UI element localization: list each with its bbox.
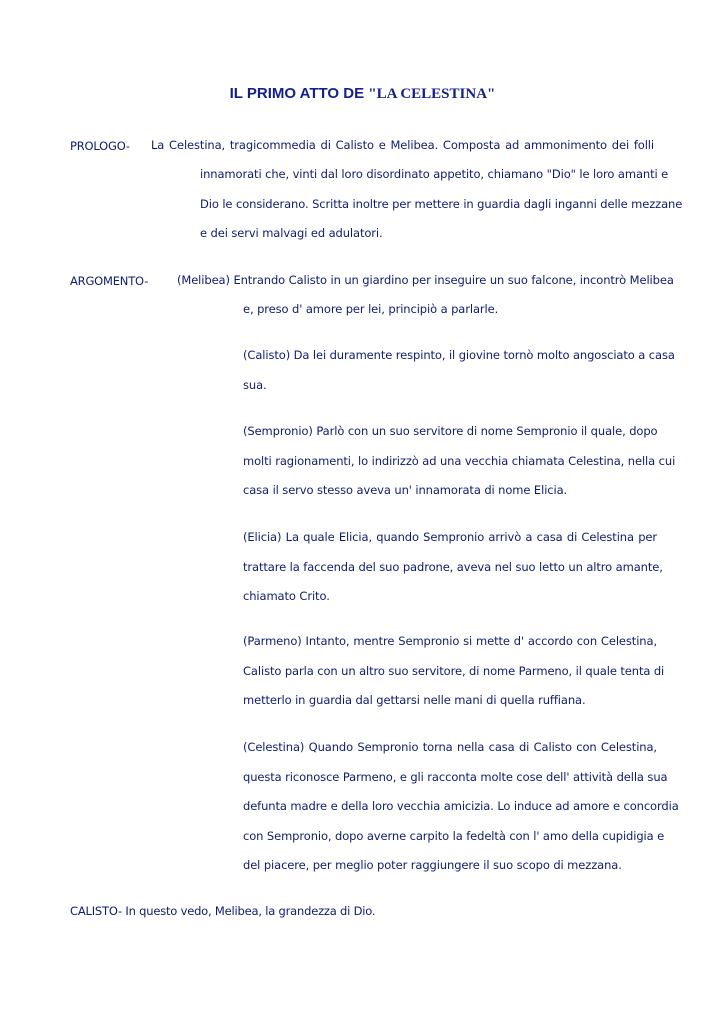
calisto-speech: [70, 904, 375, 918]
title-play-name: "LA CELESTINA": [368, 86, 496, 102]
argomento-line: defunta madre e della loro vecchia amicizia. Lo induce ad amore e concordia: [243, 799, 679, 813]
argomento-line: (Celestina) Quando Sempronio torna nella casa di Calisto con Celestina,: [243, 740, 657, 754]
title-prefix: IL PRIMO ATTO DE: [229, 85, 369, 102]
argomento-line: (Calisto) Da lei duramente respinto, il giovine tornò molto angosciato a casa: [243, 348, 675, 362]
argomento-line: (Parmeno) Intanto, mentre Sempronio si mette d' accordo con Celestina,: [243, 634, 657, 648]
argomento-first-cont: [243, 295, 657, 325]
calisto-line: In questo vedo, Melibea, la grandezza di Dio.: [121, 904, 376, 918]
argomento-line: sua.: [243, 377, 267, 392]
argomento-first-line: [177, 266, 674, 296]
prologo-line: Dio le considerano. Scritta inoltre per mettere in guardia dagli inganni delle mezzane: [200, 196, 683, 211]
argomento-line: trattare la faccenda del suo padrone, aveva nel suo letto un altro amante,: [243, 559, 663, 574]
argomento-paragraph-parmeno: [243, 627, 665, 716]
calisto-label: CALISTO-: [70, 904, 122, 918]
argomento-line: molti ragionamenti, lo indirizzò ad una vecchia chiamata Celestina, nella cui: [243, 453, 676, 468]
argomento-line: Calisto parla con un altro suo servitore, di nome Parmeno, il quale tenta di: [243, 663, 665, 678]
prologo-label: PROLOGO-: [70, 139, 130, 153]
argomento-line: con Sempronio, dopo averne carpito la fedeltà con l' amo della cupidigia e: [243, 828, 665, 843]
argomento-line: casa il servo stesso aveva un' innamorata di nome Elicia.: [243, 483, 568, 497]
prologo-first-line: [151, 131, 654, 161]
argomento-line: e, preso d' amore per lei, principiò a parlarle.: [243, 302, 499, 316]
prologo-line: La Celestina, tragicommedia di Calisto e Melibea. Composta ad ammonimento dei folli: [151, 138, 654, 152]
argomento-line: metterlo in guardia dal gettarsi nelle mani di quella ruffiana.: [243, 693, 586, 707]
prologo-line: e dei servi malvagi ed adulatori.: [200, 226, 383, 240]
argomento-line: questa riconosce Parmeno, e gli racconta molte cose dell' attività della sua: [243, 769, 668, 784]
prologo-text: [200, 160, 683, 249]
argomento-line: del piacere, per meglio poter raggiungere il suo scopo di mezzana.: [243, 858, 622, 872]
argomento-line: chiamato Crito.: [243, 589, 330, 603]
argomento-paragraph-calisto: [243, 341, 675, 400]
argomento-line: (Melibea) Entrando Calisto in un giardino per inseguire un suo falcone, incontrò Melibea: [177, 273, 674, 287]
argomento-paragraph-celestina: [243, 733, 679, 881]
argomento-line: (Elicia) La quale Elicia, quando Sempronio arrivò a casa di Celestina per: [243, 530, 657, 544]
argomento-line: (Sempronio) Parlò con un suo servitore di nome Sempronio il quale, dopo: [243, 424, 658, 438]
document-title: [0, 84, 725, 103]
prologo-line: innamorati che, vinti dal loro disordinato appetito, chiamano "Dio" le loro amanti e: [200, 167, 669, 181]
argomento-label: ARGOMENTO-: [70, 274, 149, 288]
argomento-paragraph-elicia: [243, 523, 663, 612]
argomento-paragraph-sempronio: [243, 417, 676, 506]
